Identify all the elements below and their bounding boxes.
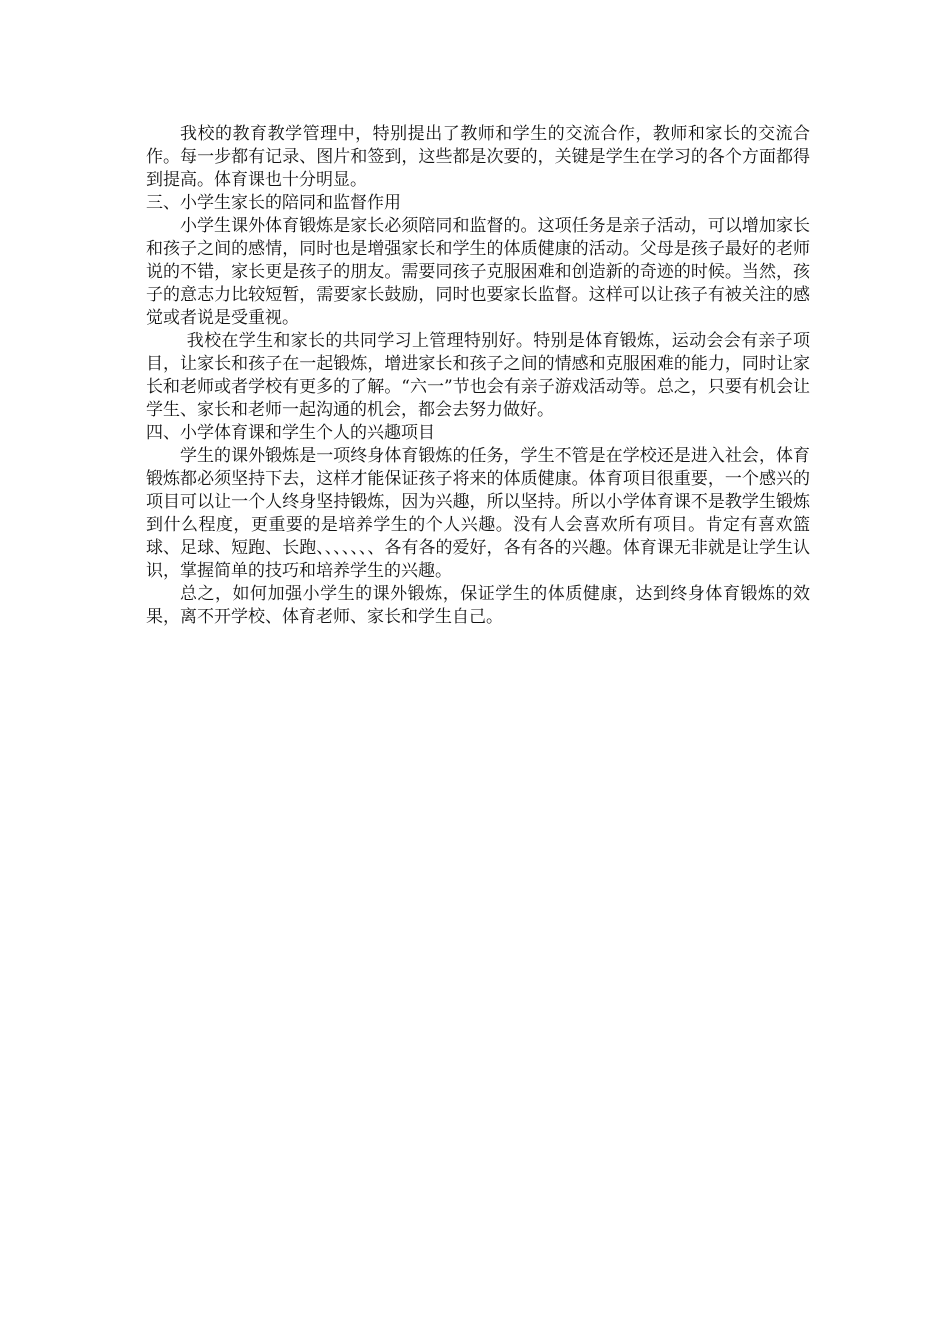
paragraph-lifelong-exercise: 学生的课外锻炼是一项终身体育锻炼的任务，学生不管是在学校还是进入社会，体育锻炼都必须坚持下去，这样才能保证孩子将来的体质健康。体育项目很重要，一个感兴的项目可以让一个人终身坚持锻炼，因为兴趣，所以坚持。所以小学体育课不是教学生锻炼到什么程度，更重要的是培养学生的个人兴趣。没有人会喜欢所有项目。肯定有喜欢篮球、足球、短跑、长跑、、、、、、、各有各的爱好，各有各的兴趣。体育课无非就是让学生认识，掌握简单的技巧和培养学生的兴趣。 (146, 446, 810, 581)
paragraph-conclusion: 总之，如何加强小学生的课外锻炼，保证学生的体质健康，达到终身体育锻炼的效果，离不开学校、体育老师、家长和学生自己。 (146, 584, 810, 627)
paragraph-joint-learning: 我校在学生和家长的共同学习上管理特别好。特别是体育锻炼，运动会会有亲子项目，让家长和孩子在一起锻炼，增进家长和孩子之间的情感和克服困难的能力，同时让家长和老师或者学校有更多的了解。“六一”节也会有亲子游戏活动等。总之，只要有机会让学生、家长和老师一起沟通的机会，都会去努力做好。 (146, 331, 810, 420)
section-heading-4: 四、小学体育课和学生个人的兴趣项目 (146, 423, 435, 443)
paragraph-school-management: 我校的教育教学管理中，特别提出了教师和学生的交流合作，教师和家长的交流合作。每一步都有记录、图片和签到，这些都是次要的，关键是学生在学习的各个方面都得到提高。体育课也十分明显。 (146, 124, 810, 190)
paragraph-parent-supervision: 小学生课外体育锻炼是家长必须陪同和监督的。这项任务是亲子活动，可以增加家长和孩子之间的感情，同时也是增强家长和学生的体质健康的活动。父母是孩子最好的老师说的不错，家长更是孩子的朋友。需要同孩子克服困难和创造新的奇迹的时候。当然，孩子的意志力比较短暂，需要家长鼓励，同时也要家长监督。这样可以让孩子有被关注的感觉或者说是受重视。 (146, 216, 810, 328)
document-body (146, 123, 810, 629)
section-heading-3: 三、小学生家长的陪同和监督作用 (146, 193, 401, 213)
